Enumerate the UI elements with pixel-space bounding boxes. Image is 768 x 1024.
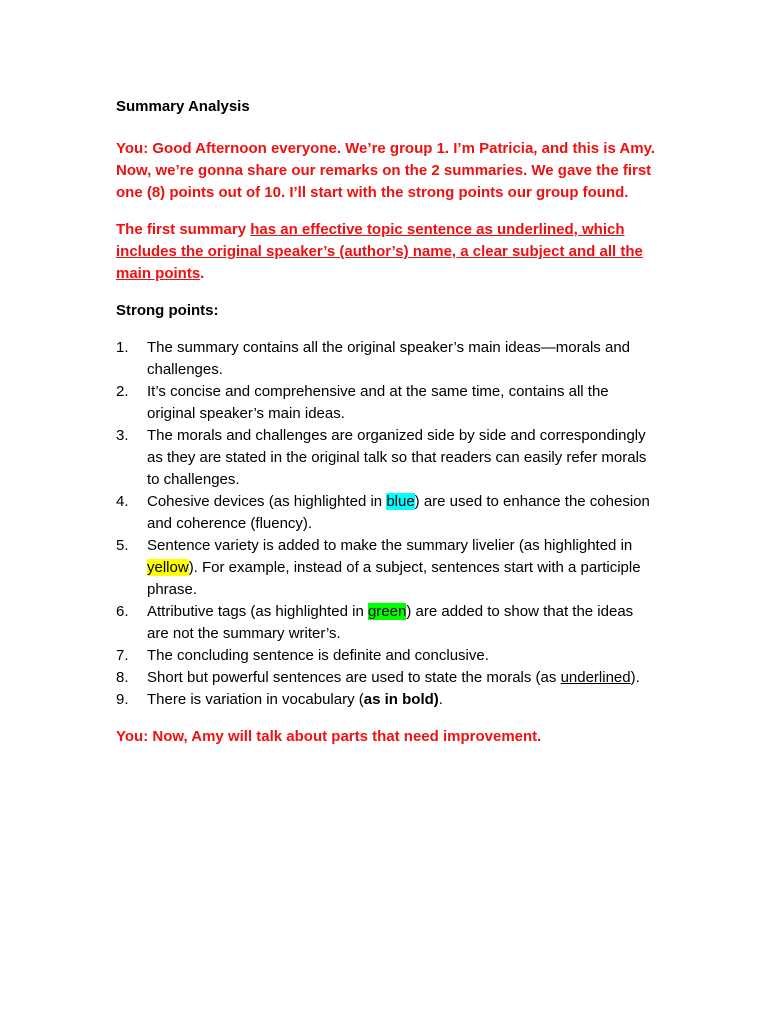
highlight-green: green [367,603,407,620]
highlight-yellow: yellow [147,559,189,576]
list-item [116,425,656,491]
list-item [116,337,656,381]
list-number: 3. [116,427,129,444]
list-item-text: It’s concise and comprehensive and at the same time, contains all the original speaker’s main ideas. [147,383,609,422]
topic-sentence-underlined: has an effective topic sentence as underlined, which includes the original speaker’s (author’s) name, a clear subject and all the main points [116,221,643,282]
list-number: 4. [116,493,129,510]
list-item [116,645,656,667]
list-number: 2. [116,383,129,400]
underlined-word: underlined [560,669,631,686]
list-item-text-before: There is variation in vocabulary ( [147,691,364,708]
list-item-text: The concluding sentence is definite and conclusive. [147,647,489,664]
first-summary-prefix: The first summary [116,221,251,238]
list-item-text-before: Cohesive devices (as highlighted in [147,493,387,510]
list-item-text-after: ) are added to show that the ideas are not the summary writer’s. [147,603,634,642]
document-page [116,96,656,763]
intro-paragraph: You: Good Afternoon everyone. We’re group 1. I’m Patricia, and this is Amy. Now, we’re gonna share our remarks on the 2 summaries. We gave the first one (8) points out of 10. I’ll start with the strong points our group found. [116,140,655,201]
list-number: 5. [116,537,129,554]
list-item-text-before: Short but powerful sentences are used to state the morals (as [147,669,561,686]
highlight-blue: blue [386,493,415,510]
list-item [116,535,656,601]
list-item-text-after: ). [630,669,640,686]
list-item-text: The summary contains all the original speaker’s main ideas—morals and challenges. [147,339,631,378]
list-item [116,491,656,535]
list-item-text-before: Sentence variety is added to make the summary livelier (as highlighted in [147,537,633,554]
list-item [116,689,656,711]
list-item [116,667,656,689]
list-item-text-before: Attributive tags (as highlighted in [147,603,368,620]
bold-example: as in bold) [363,691,439,708]
closing-paragraph: You: Now, Amy will talk about parts that need improvement. [116,728,542,745]
first-summary-paragraph [116,219,656,285]
strong-points-list [116,337,656,711]
list-number: 8. [116,669,129,686]
list-number: 9. [116,691,129,708]
list-number: 7. [116,647,129,664]
list-item-text-after: ) are used to enhance the cohesion and coherence (fluency). [147,493,650,532]
list-item-text-after: ). For example, instead of a subject, sentences start with a participle phrase. [147,559,641,598]
document-title: Summary Analysis [116,98,250,115]
list-item-text-after: . [438,691,443,708]
list-item [116,381,656,425]
list-number: 6. [116,603,129,620]
list-item [116,601,656,645]
first-summary-suffix: . [200,265,205,282]
list-item-text: The morals and challenges are organized side by side and correspondingly as they are stated in the original talk so that readers can easily refer morals to challenges. [147,427,647,488]
strong-points-heading: Strong points: [116,302,219,319]
list-number: 1. [116,339,129,356]
